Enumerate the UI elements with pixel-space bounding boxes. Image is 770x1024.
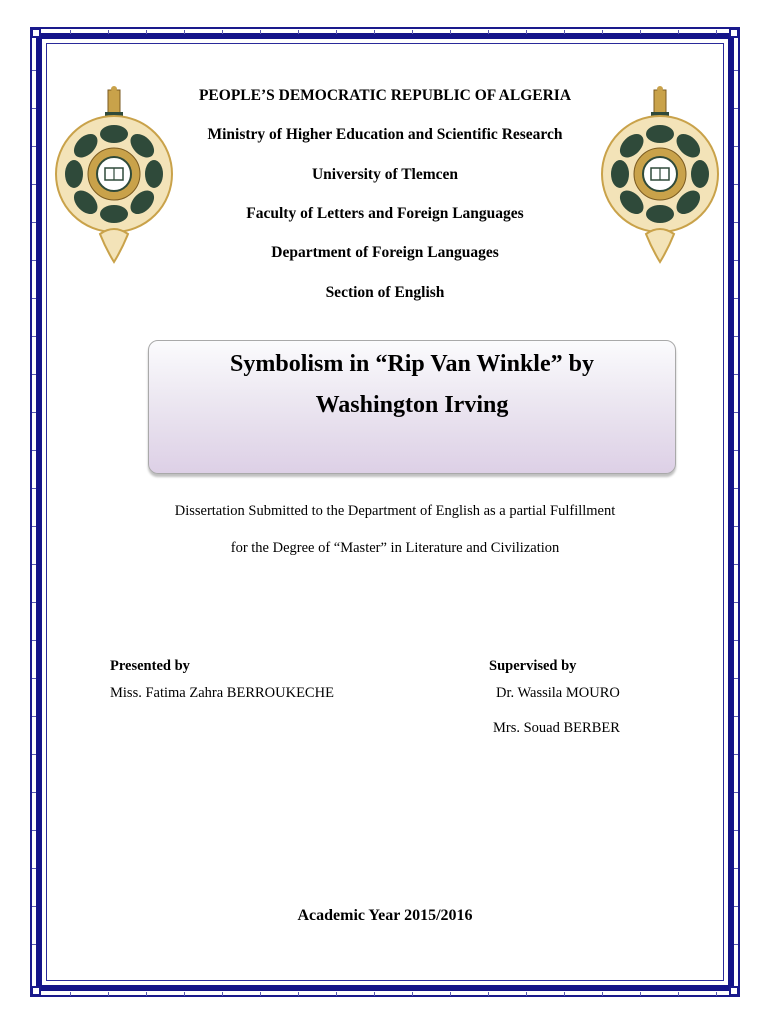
presented-by-label: Presented by — [110, 658, 190, 674]
border-tick — [734, 944, 738, 945]
section-heading: Section of English — [325, 284, 445, 301]
border-tick — [32, 488, 36, 489]
border-tick — [32, 374, 36, 375]
border-tick — [374, 30, 375, 34]
border-tick — [678, 30, 679, 34]
border-tick — [602, 30, 603, 34]
border-tick — [678, 992, 679, 996]
border-tick — [32, 336, 36, 337]
border-tick — [336, 30, 337, 34]
border-tick — [640, 30, 641, 34]
country-heading: PEOPLE’S DEMOCRATIC REPUBLIC OF ALGERIA — [198, 87, 572, 104]
border-tick — [734, 450, 738, 451]
border-tick — [32, 792, 36, 793]
co-supervisor-name: Mrs. Souad BERBER — [493, 720, 620, 736]
border-tick — [32, 830, 36, 831]
border-tick — [734, 716, 738, 717]
border-tick — [602, 992, 603, 996]
border-tick — [32, 640, 36, 641]
border-tick — [32, 564, 36, 565]
border-tick — [32, 716, 36, 717]
border-tick — [32, 108, 36, 109]
border-tick — [734, 830, 738, 831]
border-corner-br — [729, 986, 739, 996]
border-tick — [32, 70, 36, 71]
border-tick — [734, 412, 738, 413]
border-tick — [734, 792, 738, 793]
border-tick — [734, 564, 738, 565]
border-tick — [336, 992, 337, 996]
supervised-by-label: Supervised by — [489, 658, 577, 674]
submission-line1: Dissertation Submitted to the Department of English as a partial Fulfillment — [174, 503, 616, 519]
border-tick — [146, 30, 147, 34]
border-tick — [526, 992, 527, 996]
border-tick — [32, 184, 36, 185]
university-heading: University of Tlemcen — [311, 166, 459, 183]
border-tick — [734, 336, 738, 337]
border-tick — [184, 992, 185, 996]
border-tick — [298, 30, 299, 34]
border-tick — [734, 640, 738, 641]
border-tick — [450, 30, 451, 34]
border-tick — [488, 30, 489, 34]
border-tick — [716, 30, 717, 34]
border-tick — [734, 754, 738, 755]
thesis-title-line1: Symbolism in “Rip Van Winkle” by — [230, 351, 594, 377]
border-tick — [108, 992, 109, 996]
border-tick — [734, 146, 738, 147]
department-heading: Department of Foreign Languages — [271, 244, 499, 261]
border-corner-bl — [31, 986, 41, 996]
border-tick — [564, 992, 565, 996]
border-tick — [70, 992, 71, 996]
border-tick — [32, 526, 36, 527]
border-tick — [32, 450, 36, 451]
border-tick — [640, 992, 641, 996]
border-tick — [412, 30, 413, 34]
faculty-heading: Faculty of Letters and Foreign Languages — [246, 205, 524, 222]
border-tick — [70, 30, 71, 34]
border-tick — [734, 70, 738, 71]
border-tick — [32, 678, 36, 679]
border-tick — [260, 992, 261, 996]
border-tick — [526, 30, 527, 34]
border-tick — [222, 30, 223, 34]
submission-line2: for the Degree of “Master” in Literature and Civilization — [230, 540, 560, 556]
border-tick — [734, 526, 738, 527]
border-tick — [734, 488, 738, 489]
border-tick — [222, 992, 223, 996]
border-tick — [716, 992, 717, 996]
border-corner-tr — [729, 28, 739, 38]
border-tick — [32, 412, 36, 413]
thesis-title-line2: Washington Irving — [315, 392, 509, 418]
supervisor-name: Dr. Wassila MOURO — [496, 685, 620, 701]
border-tick — [734, 868, 738, 869]
border-tick — [734, 374, 738, 375]
border-tick — [146, 992, 147, 996]
border-tick — [260, 30, 261, 34]
border-tick — [32, 146, 36, 147]
border-tick — [32, 944, 36, 945]
border-tick — [32, 754, 36, 755]
border-tick — [564, 30, 565, 34]
border-tick — [734, 602, 738, 603]
border-tick — [734, 108, 738, 109]
border-tick — [412, 992, 413, 996]
border-tick — [298, 992, 299, 996]
border-corner-tl — [31, 28, 41, 38]
student-name: Miss. Fatima Zahra BERROUKECHE — [110, 685, 334, 701]
border-tick — [734, 678, 738, 679]
border-tick — [32, 868, 36, 869]
border-tick — [734, 184, 738, 185]
border-tick — [184, 30, 185, 34]
academic-year: Academic Year 2015/2016 — [297, 907, 473, 924]
border-tick — [108, 30, 109, 34]
border-tick — [488, 992, 489, 996]
border-tick — [32, 602, 36, 603]
border-tick — [374, 992, 375, 996]
ministry-heading: Ministry of Higher Education and Scientific Research — [207, 126, 563, 143]
border-tick — [450, 992, 451, 996]
